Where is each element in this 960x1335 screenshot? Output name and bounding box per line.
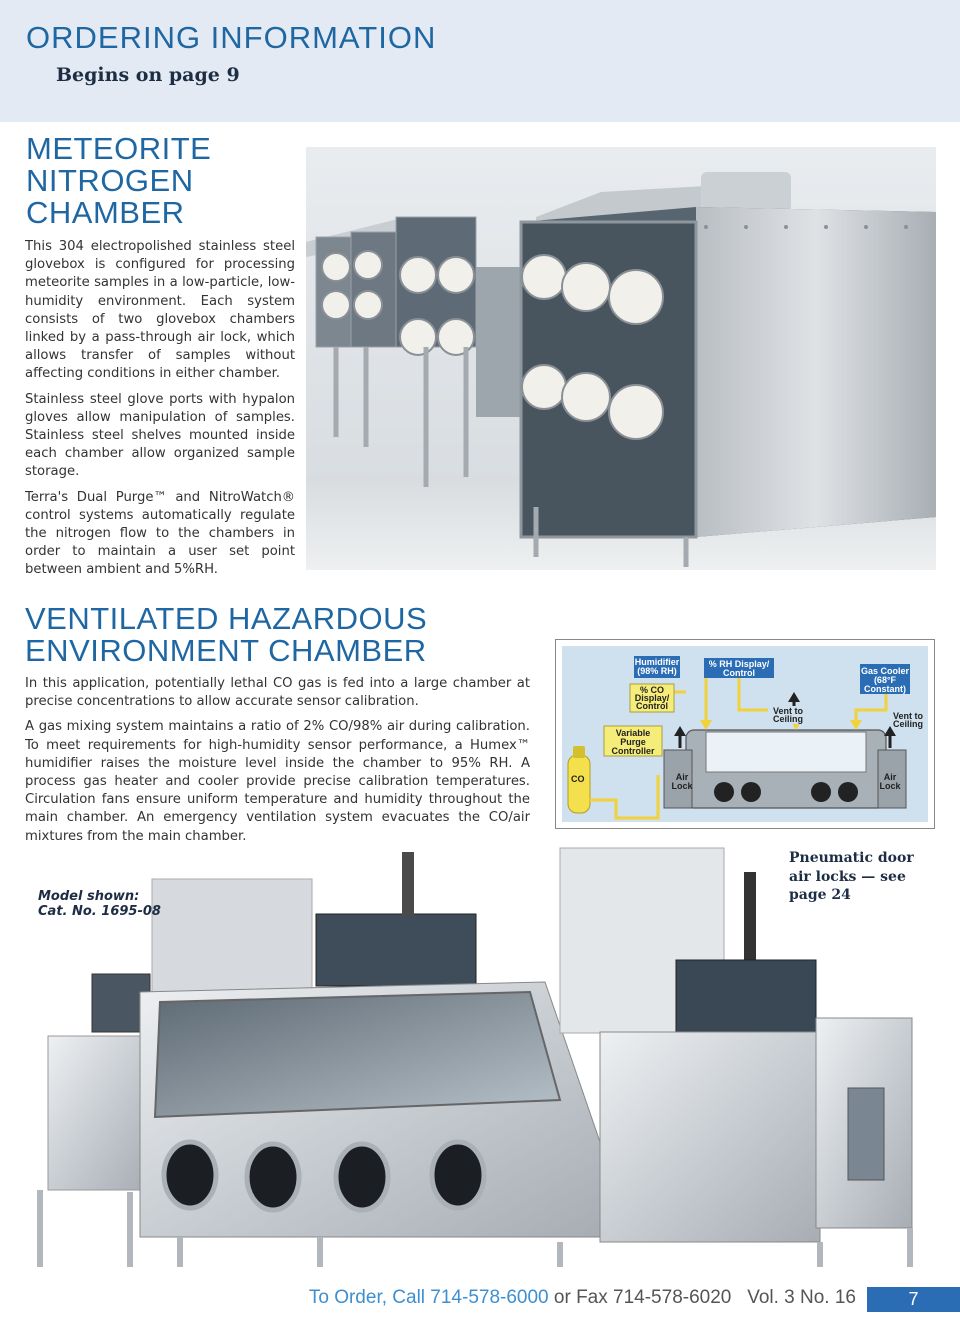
ventilated-heading-line2: ENVIRONMENT CHAMBER (25, 633, 427, 668)
vpc-label-1: Variable (615, 728, 651, 738)
meteorite-para3: Terra's Dual Purge™ and NitroWatch® control systems automatically regulate the nitrogen flow to the chambers in order to maintain a user set point between ambient and 5%RH. (25, 489, 295, 578)
pneumatic-note-line3: page 24 (789, 887, 851, 903)
co-display-label-1: % CO (639, 685, 665, 695)
co-tank-label: CO (571, 774, 585, 784)
meteorite-heading-line2: NITROGEN (26, 163, 194, 198)
gas-cooler-label-3: Constant) (864, 684, 906, 694)
meteorite-description (25, 238, 295, 587)
page-subtitle: Begins on page 9 (56, 64, 240, 86)
airlock-left-label-2: Lock (671, 781, 693, 791)
ventilated-description (25, 675, 530, 853)
co-chamber-diagram (555, 639, 935, 829)
vent-mid-label-2: Ceiling (772, 714, 804, 724)
rh-display-label-2: Control (723, 668, 755, 678)
airlock-right-label-2: Lock (879, 781, 901, 791)
gas-cooler-label-2: (68°F (873, 675, 897, 685)
humidifier-label-2: (98% RH) (637, 666, 677, 676)
co-display-label-3: Control (636, 701, 668, 711)
model-note-line2: Cat. No. 1695-08 (38, 904, 161, 919)
pneumatic-door-note (789, 849, 949, 905)
fax-number: or Fax 714-578-6020 (548, 1287, 732, 1308)
page-footer (0, 1287, 960, 1317)
order-phone[interactable]: To Order, Call 714-578-6000 (308, 1287, 549, 1308)
meteorite-para2: Stainless steel glove ports with hypalon gloves allow manipulation of samples. Stainless steel shelves mounted inside each chamber allow organized sample storage. (25, 391, 295, 480)
meteorite-para1: This 304 electropolished stainless steel glovebox is configured for processing meteorite samples in a low-particle, low-humidity environment. Each system consists of two glovebox chambers linked by a pass-through air lock, which allows transfer of samples without affecting conditions in either chamber. (25, 239, 295, 382)
meteorite-heading-line1: METEORITE (26, 131, 212, 166)
diagram-svg (556, 640, 934, 828)
rh-display-label-1: % RH Display/ (708, 659, 770, 669)
vent-right-label-2: Ceiling (892, 719, 924, 729)
header-banner (0, 0, 960, 122)
ventilated-para1: In this application, potentially lethal CO gas is fed into a large chamber at precise concentrations to allow accurate sensor calibration. (25, 676, 530, 710)
vent-mid-label-1: Vent to (772, 706, 804, 716)
pneumatic-note-line2: air locks — see (789, 868, 906, 885)
vpc-label-2: Purge (620, 737, 646, 747)
ventilated-para2: A gas mixing system maintains a ratio of 2% CO/98% air during calibration. To meet requirements for high-humidity sensor performance, a Humex™ humidifier raises the moisture level inside the chamber to 95% RH. A process gas heater and cooler provide precise calibration temperatures. Circulation fans ensure uniform temperature and humidity throughout the main chamber. An emergency ventilation system evacuates the CO/air mixtures from the main chamber. (25, 719, 530, 844)
page-title: ORDERING INFORMATION (26, 20, 437, 55)
co-display-label-2: Display/ (634, 693, 670, 703)
gas-cooler-label-1: Gas Cooler (860, 666, 910, 676)
vpc-label-3: Controller (611, 746, 655, 756)
airlock-right-label-1: Air (883, 772, 897, 782)
model-shown-note (38, 889, 161, 919)
meteorite-heading-line3: CHAMBER (26, 195, 185, 230)
ventilated-heading (25, 603, 427, 667)
meteorite-chamber-photo (306, 147, 936, 570)
pneumatic-note-line1: Pneumatic door (789, 850, 914, 866)
airlock-left-label-1: Air (675, 772, 689, 782)
volume-label: Vol. 3 No. 16 (747, 1287, 856, 1308)
model-note-line1: Model shown: (38, 889, 140, 904)
ventilated-heading-line1: VENTILATED HAZARDOUS (25, 601, 428, 636)
page-number: 7 (867, 1287, 960, 1312)
vent-right-label-1: Vent to (892, 711, 924, 721)
humidifier-label-1: Humidifier (634, 657, 680, 667)
footer-contact (309, 1287, 856, 1309)
meteorite-heading (26, 133, 211, 229)
